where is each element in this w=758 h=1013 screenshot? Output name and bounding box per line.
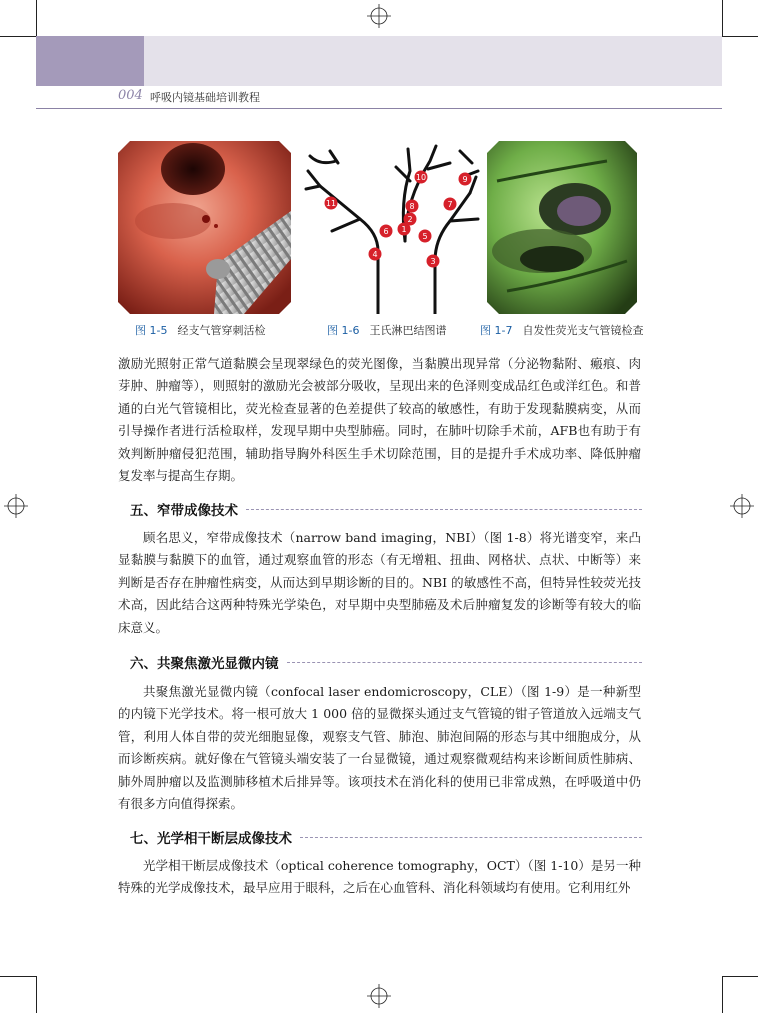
figure-1-6-caption: 图 1-6 王氏淋巴结图谱 xyxy=(327,324,447,337)
page-number: 004 xyxy=(118,88,143,103)
book-title: 呼吸内镜基础培训教程 xyxy=(150,91,260,104)
lymph-node-marker xyxy=(459,173,472,186)
figure-1-7-caption: 图 1-7 自发性荧光支气管镜检查 xyxy=(480,324,644,337)
section-paragraph: 光学相干断层成像技术（optical coherence tomography，OCT）（图 1-10）是另一种特殊的光学成像技术，最早应用于眼科，之后在心血管科、消化科领域均有使用。它利用红外 xyxy=(118,858,641,896)
figure-1-5-caption: 图 1-5 经支气管穿刺活检 xyxy=(135,324,266,337)
header-rule xyxy=(36,108,722,109)
lymph-node-label: 2 xyxy=(407,215,413,224)
lymph-node-marker xyxy=(380,225,393,238)
lymph-node-label: 5 xyxy=(422,232,428,241)
section-heading: 七、光学相干断层成像技术 xyxy=(130,827,642,847)
heading-rule xyxy=(246,509,642,510)
section-heading: 六、共聚焦激光显微内镜 xyxy=(130,652,642,672)
lymph-node-marker xyxy=(369,248,382,261)
lymph-node-marker xyxy=(406,200,419,213)
header-accent-block xyxy=(36,36,144,86)
lymph-node-label: 7 xyxy=(447,200,453,209)
section-paragraph: 顾名思义，窄带成像技术（narrow band imaging，NBI）（图 1-8）将光谱变窄，来凸显黏膜与黏膜下的血管，通过观察血管的形态（有无增粗、扭曲、网格状、点状、中断等）来判断是否存在肿瘤性病变，从而达到早期诊断的目的。NBI 的敏感性不高，但特异性较荧光技术高，因此结合这两种特殊光学染色，对早期中央型肺癌及术后肿瘤复发的诊断等有较大的临床意义。 xyxy=(118,530,641,635)
lymph-node-label: 6 xyxy=(383,227,389,236)
intro-paragraph: 激励光照射正常气道黏膜会呈现翠绿色的荧光图像，当黏膜出现异常（分泌物黏附、瘢痕、肉芽肿、肿瘤等），则照射的激励光会被部分吸收，呈现出来的色泽则变成品红色或洋红色。和普通的白光气管镜相比，荧光检查显著的色差提供了较高的敏感性，有助于发现黏膜病变，从而引导操作者进行活检取样，发现早期中央型肺癌。同时，在肺叶切除手术前，AFB也有助于有效判断肿瘤侵犯范围，辅助指导胸外科医生手术切除范围，目的是提升手术成功率、降低肿瘤复发率与提高生存期。 xyxy=(118,356,641,484)
lymph-node-marker xyxy=(404,213,417,226)
heading-rule xyxy=(300,837,642,838)
section-paragraph: 共聚焦激光显微内镜（confocal laser endomicroscopy，CLE）（图 1-9）是一种新型的内镜下光学技术。将一根可放大 1 000 倍的显微探头通过支气管镜的钳子管道放入远端支气管，利用人体自带的荧光细胞显像，观察支气管、肺泡、肺泡间隔的形态与其中细胞成分，从而诊断疾病。就好像在气管镜头端安装了一台显微镜，通过观察微观结构来诊断间质性肺病、肺外周肿瘤以及监测肺移植术后排异等。该项技术在消化科的使用已非常成熟，在呼吸道中仍有很多方向值得探索。 xyxy=(118,684,641,812)
lymph-node-label: 10 xyxy=(415,173,427,182)
figure-1-7-image xyxy=(487,141,637,314)
lymph-node-marker xyxy=(415,171,428,184)
lymph-node-label: 11 xyxy=(325,199,337,208)
lymph-node-marker xyxy=(419,230,432,243)
heading-rule xyxy=(287,662,643,663)
figure-1-5-image xyxy=(118,141,291,314)
lymph-node-marker xyxy=(427,255,440,268)
lymph-node-label: 1 xyxy=(401,225,407,234)
lymph-node-label: 8 xyxy=(409,202,415,211)
lymph-node-label: 3 xyxy=(430,257,436,266)
lymph-node-marker xyxy=(325,197,338,210)
lymph-node-label: 9 xyxy=(462,175,468,184)
section-heading: 五、窄带成像技术 xyxy=(130,499,642,519)
figure-1-6-diagram xyxy=(300,141,480,314)
lymph-node-marker xyxy=(444,198,457,211)
lymph-node-label: 4 xyxy=(372,250,378,259)
